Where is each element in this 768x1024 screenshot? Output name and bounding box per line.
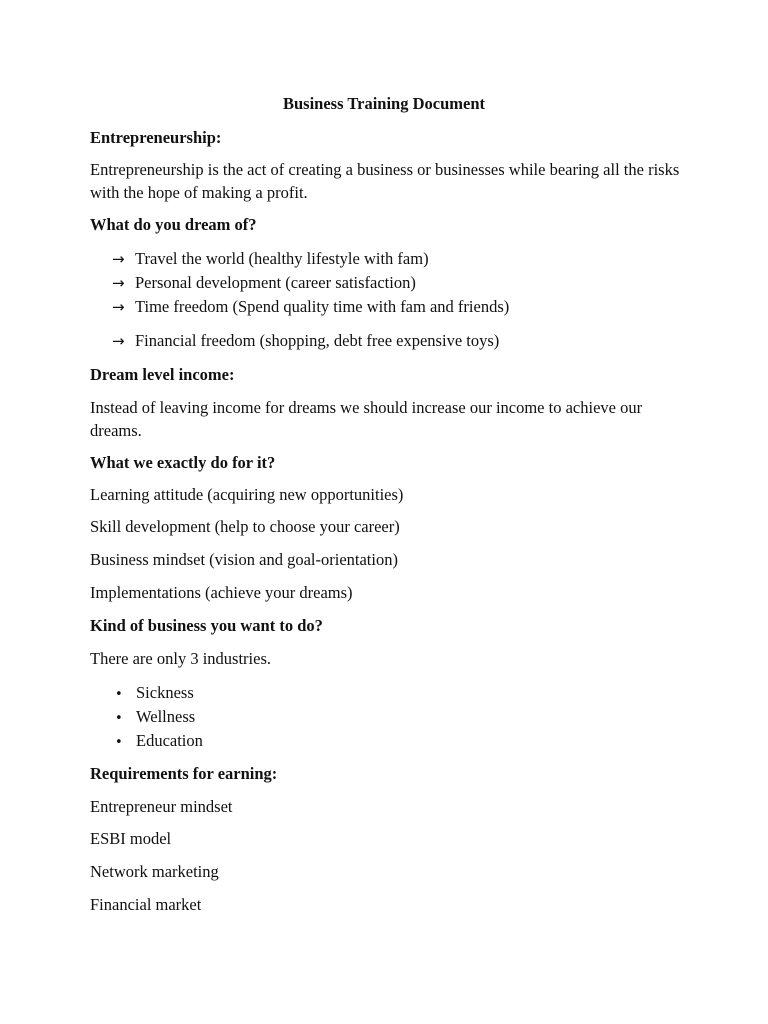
action-item: Implementations (achieve your dreams) — [90, 583, 353, 602]
paragraph-entrepreneurship: Entrepreneurship is the act of creating a business or businesses while bearing all the risks with the hope of making a profit. — [90, 160, 680, 202]
dream-item-text: Financial freedom (shopping, debt free expensive toys) — [135, 331, 500, 350]
paragraph-dream-income: Instead of leaving income for dreams we should increase our income to achieve our dreams. — [90, 398, 643, 440]
requirement-item: Entrepreneur mindset — [90, 797, 233, 816]
industry-list-item — [112, 729, 672, 754]
action-item: Learning attitude (acquiring new opportunities) — [90, 485, 404, 504]
industry-name: Education — [136, 731, 203, 750]
industry-name: Sickness — [136, 683, 194, 702]
requirement-item: ESBI model — [90, 829, 172, 848]
heading-what-we-do: What we exactly do for it? — [90, 453, 276, 472]
dream-item-text: Time freedom (Spend quality time with fam and friends) — [135, 297, 510, 316]
arrow-right-icon: → — [112, 298, 125, 316]
heading-dream: What do you dream of? — [90, 215, 257, 234]
dream-list-item — [112, 329, 672, 353]
arrow-right-icon: → — [112, 274, 125, 292]
heading-requirements: Requirements for earning: — [90, 764, 278, 783]
dream-list-item — [112, 295, 672, 319]
heading-kind-of-business: Kind of business you want to do? — [90, 616, 323, 635]
bullet-icon: • — [115, 687, 123, 702]
heading-dream-income: Dream level income: — [90, 365, 235, 384]
bullet-icon: • — [115, 735, 123, 750]
arrow-right-icon: → — [112, 332, 125, 350]
dream-list-item — [112, 271, 672, 295]
arrow-right-icon: → — [112, 250, 125, 268]
industry-list-item — [112, 705, 672, 730]
dream-item-text: Travel the world (healthy lifestyle with fam) — [135, 249, 429, 268]
dream-item-text: Personal development (career satisfaction) — [135, 273, 416, 292]
action-item: Business mindset (vision and goal-orientation) — [90, 550, 398, 569]
paragraph-industries: There are only 3 industries. — [90, 649, 271, 668]
industry-list-item — [112, 681, 672, 706]
document-title: Business Training Document — [282, 94, 485, 113]
dream-list-item — [112, 247, 672, 271]
requirement-item: Network marketing — [90, 862, 219, 881]
heading-entrepreneurship: Entrepreneurship: — [90, 128, 222, 147]
requirement-item: Financial market — [90, 895, 202, 914]
action-item: Skill development (help to choose your career) — [90, 517, 400, 536]
bullet-icon: • — [115, 711, 123, 726]
industry-name: Wellness — [136, 707, 196, 726]
